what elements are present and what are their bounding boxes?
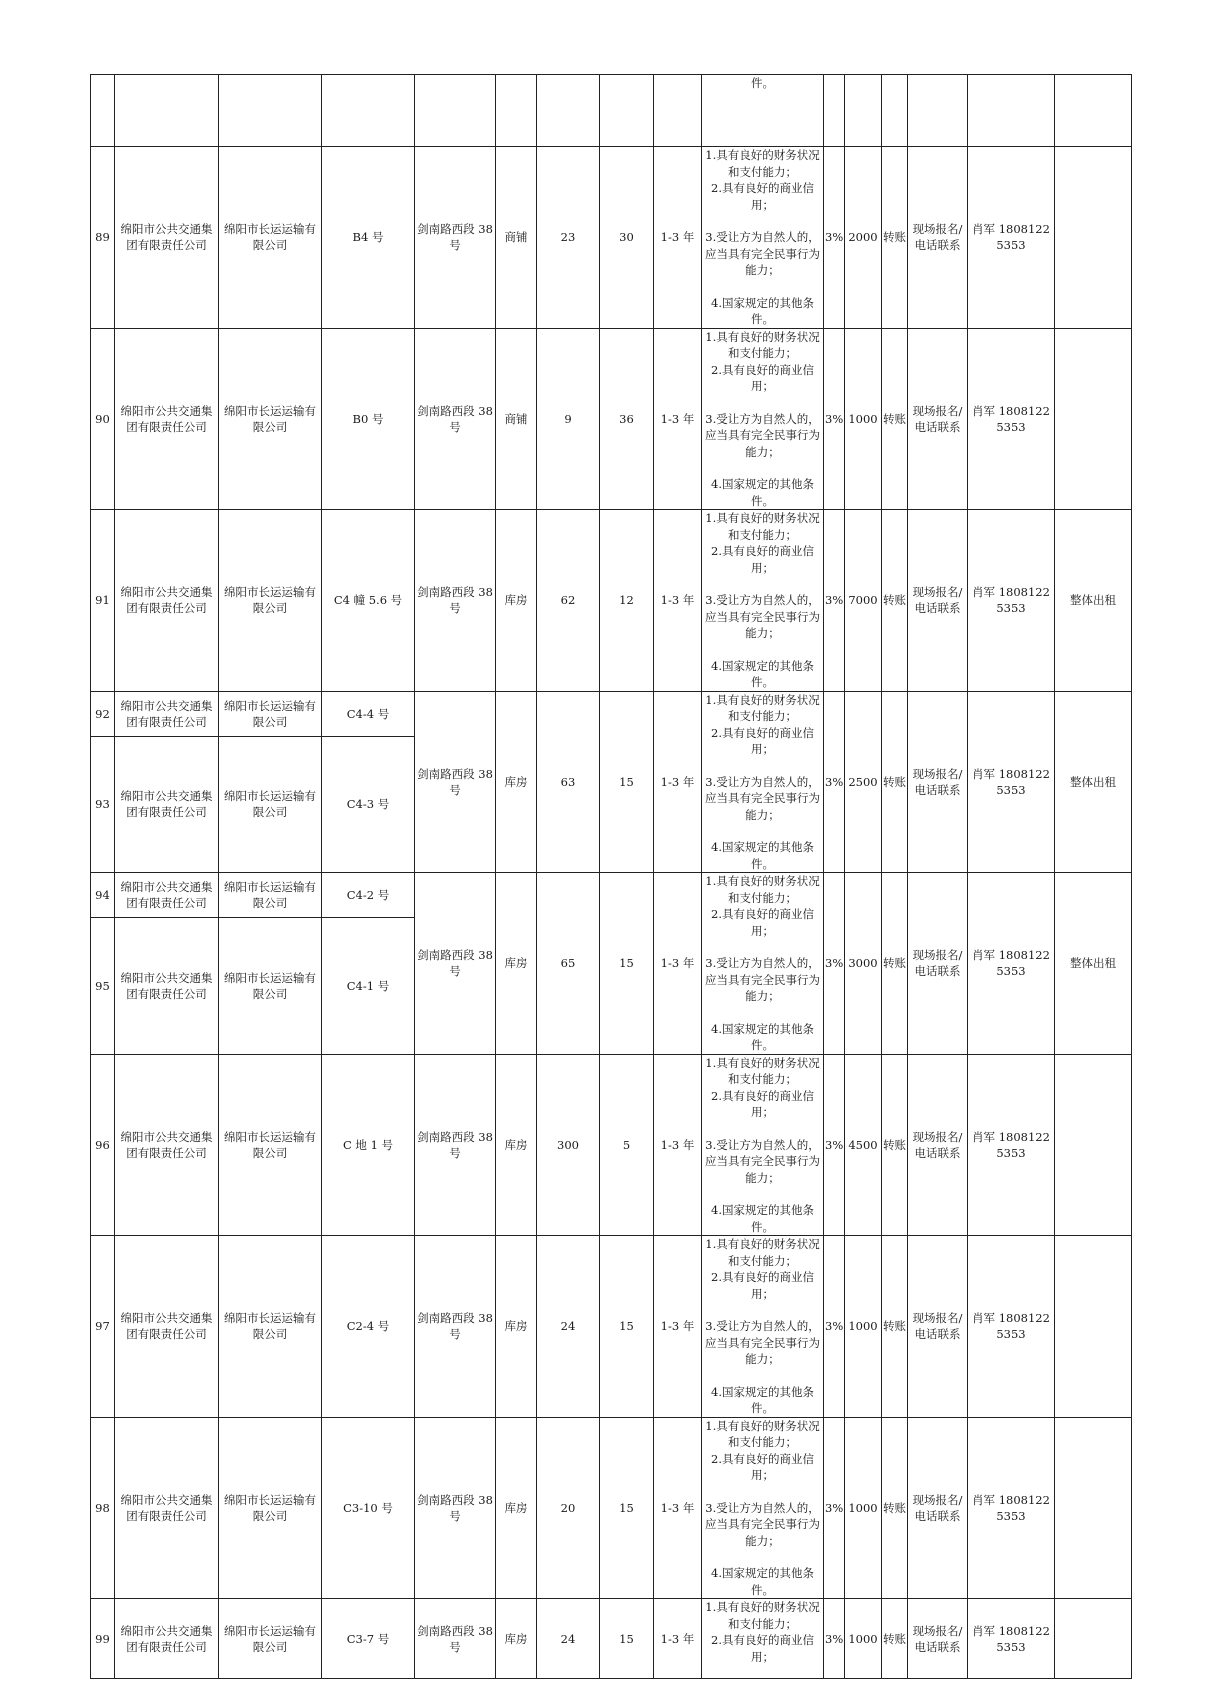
usage: 商铺 (496, 147, 537, 329)
contact: 肖军 18081225353 (968, 510, 1055, 692)
table-row (91, 873, 1132, 918)
address: 剑南路西段 38 号 (415, 147, 496, 329)
contact: 肖军 18081225353 (968, 1417, 1055, 1599)
contact: 肖军 18081225353 (968, 1599, 1055, 1679)
cell-empty (654, 75, 702, 147)
table-row (91, 147, 1132, 329)
requirements-cell: 1.具有良好的财务状况和支付能力； 2.具有良好的商业信用； 3.受让方为自然人的，应当具有完全民事行为能力； 4.国家规定的其他条件。 (702, 1054, 824, 1236)
requirements-cell: 1.具有良好的财务状况和支付能力； 2.具有良好的商业信用； 3.受让方为自然人的，应当具有完全民事行为能力； 4.国家规定的其他条件。 (702, 1417, 824, 1599)
remarks (1055, 147, 1132, 329)
unit-number: B4 号 (322, 147, 415, 329)
increase-rate: 3% (824, 691, 845, 873)
cell-empty (882, 75, 908, 147)
usage: 库房 (496, 1417, 537, 1599)
remarks (1055, 328, 1132, 510)
usage: 库房 (496, 1599, 537, 1679)
remarks: 整体出租 (1055, 873, 1132, 1055)
lease-term: 1-3 年 (654, 1599, 702, 1679)
usage: 库房 (496, 1236, 537, 1418)
registration-method: 现场报名/电话联系 (908, 1417, 968, 1599)
cell-empty (908, 75, 968, 147)
cell-empty (496, 75, 537, 147)
group-company: 绵阳市公共交通集团有限责任公司 (115, 873, 219, 918)
requirements-cell: 1.具有良好的财务状况和支付能力； 2.具有良好的商业信用； 3.受让方为自然人的，应当具有完全民事行为能力； 4.国家规定的其他条件。 (702, 873, 824, 1055)
owner-company: 绵阳市长运运输有限公司 (219, 147, 322, 329)
contact: 肖军 18081225353 (968, 691, 1055, 873)
unit-price: 15 (600, 1236, 654, 1418)
group-company: 绵阳市公共交通集团有限责任公司 (115, 918, 219, 1054)
area: 24 (537, 1236, 600, 1418)
unit-price: 12 (600, 510, 654, 692)
deposit: 3000 (845, 873, 882, 1055)
unit-price: 30 (600, 147, 654, 329)
registration-method: 现场报名/电话联系 (908, 691, 968, 873)
requirements-cell: 1.具有良好的财务状况和支付能力； 2.具有良好的商业信用； (702, 1599, 824, 1679)
usage: 库房 (496, 1054, 537, 1236)
unit-number: C 地 1 号 (322, 1054, 415, 1236)
area: 62 (537, 510, 600, 692)
registration-method: 现场报名/电话联系 (908, 1599, 968, 1679)
address: 剑南路西段 38 号 (415, 1417, 496, 1599)
requirements-cell: 1.具有良好的财务状况和支付能力； 2.具有良好的商业信用； 3.受让方为自然人的，应当具有完全民事行为能力； 4.国家规定的其他条件。 (702, 1236, 824, 1418)
increase-rate: 3% (824, 873, 845, 1055)
table-row (91, 1599, 1132, 1679)
deposit: 1000 (845, 1417, 882, 1599)
deposit: 2500 (845, 691, 882, 873)
contact: 肖军 18081225353 (968, 147, 1055, 329)
table-row (91, 691, 1132, 736)
remarks: 整体出租 (1055, 510, 1132, 692)
payment-method: 转账 (882, 1236, 908, 1418)
cell-empty (1055, 75, 1132, 147)
lease-term: 1-3 年 (654, 1417, 702, 1599)
area: 63 (537, 691, 600, 873)
table-row (91, 1236, 1132, 1418)
payment-method: 转账 (882, 691, 908, 873)
property-listing-table (90, 74, 1132, 1679)
row-number: 90 (91, 328, 115, 510)
address: 剑南路西段 38 号 (415, 1236, 496, 1418)
registration-method: 现场报名/电话联系 (908, 1236, 968, 1418)
increase-rate: 3% (824, 1236, 845, 1418)
payment-method: 转账 (882, 147, 908, 329)
owner-company: 绵阳市长运运输有限公司 (219, 1054, 322, 1236)
group-company: 绵阳市公共交通集团有限责任公司 (115, 736, 219, 872)
group-company: 绵阳市公共交通集团有限责任公司 (115, 691, 219, 736)
unit-number: C4-1 号 (322, 918, 415, 1054)
requirements-cell: 1.具有良好的财务状况和支付能力； 2.具有良好的商业信用； 3.受让方为自然人的，应当具有完全民事行为能力； 4.国家规定的其他条件。 (702, 691, 824, 873)
unit-price: 15 (600, 691, 654, 873)
unit-number: C4-3 号 (322, 736, 415, 872)
row-number: 92 (91, 691, 115, 736)
increase-rate: 3% (824, 1599, 845, 1679)
owner-company: 绵阳市长运运输有限公司 (219, 918, 322, 1054)
area: 9 (537, 328, 600, 510)
payment-method: 转账 (882, 328, 908, 510)
remarks (1055, 1236, 1132, 1418)
row-number: 89 (91, 147, 115, 329)
unit-number: C3-10 号 (322, 1417, 415, 1599)
requirements-cell: 1.具有良好的财务状况和支付能力； 2.具有良好的商业信用； 3.受让方为自然人的，应当具有完全民事行为能力； 4.国家规定的其他条件。 (702, 510, 824, 692)
lease-term: 1-3 年 (654, 147, 702, 329)
registration-method: 现场报名/电话联系 (908, 328, 968, 510)
payment-method: 转账 (882, 1417, 908, 1599)
usage: 商铺 (496, 328, 537, 510)
address: 剑南路西段 38 号 (415, 1054, 496, 1236)
requirements-cell: 1.具有良好的财务状况和支付能力； 2.具有良好的商业信用； 3.受让方为自然人的，应当具有完全民事行为能力； 4.国家规定的其他条件。 (702, 147, 824, 329)
owner-company: 绵阳市长运运输有限公司 (219, 873, 322, 918)
unit-number: C4 幢 5.6 号 (322, 510, 415, 692)
payment-method: 转账 (882, 873, 908, 1055)
owner-company: 绵阳市长运运输有限公司 (219, 328, 322, 510)
row-number: 97 (91, 1236, 115, 1418)
area: 20 (537, 1417, 600, 1599)
increase-rate: 3% (824, 510, 845, 692)
area: 23 (537, 147, 600, 329)
usage: 库房 (496, 873, 537, 1055)
unit-number: C3-7 号 (322, 1599, 415, 1679)
cell-empty (845, 75, 882, 147)
address: 剑南路西段 38 号 (415, 691, 496, 873)
address: 剑南路西段 38 号 (415, 328, 496, 510)
deposit: 7000 (845, 510, 882, 692)
remarks (1055, 1417, 1132, 1599)
contact: 肖军 18081225353 (968, 873, 1055, 1055)
cell-empty (91, 75, 115, 147)
deposit: 1000 (845, 1236, 882, 1418)
cell-empty (219, 75, 322, 147)
lease-term: 1-3 年 (654, 691, 702, 873)
group-company: 绵阳市公共交通集团有限责任公司 (115, 328, 219, 510)
increase-rate: 3% (824, 147, 845, 329)
row-number: 95 (91, 918, 115, 1054)
registration-method: 现场报名/电话联系 (908, 873, 968, 1055)
unit-number: C4-2 号 (322, 873, 415, 918)
owner-company: 绵阳市长运运输有限公司 (219, 1236, 322, 1418)
remarks (1055, 1054, 1132, 1236)
payment-method: 转账 (882, 510, 908, 692)
table-row-continuation (91, 75, 1132, 147)
deposit: 1000 (845, 1599, 882, 1679)
cell-empty (537, 75, 600, 147)
unit-price: 36 (600, 328, 654, 510)
unit-price: 5 (600, 1054, 654, 1236)
unit-price: 15 (600, 1599, 654, 1679)
unit-price: 15 (600, 873, 654, 1055)
cell-empty (415, 75, 496, 147)
lease-term: 1-3 年 (654, 873, 702, 1055)
unit-number: C4-4 号 (322, 691, 415, 736)
increase-rate: 3% (824, 328, 845, 510)
owner-company: 绵阳市长运运输有限公司 (219, 510, 322, 692)
increase-rate: 3% (824, 1417, 845, 1599)
payment-method: 转账 (882, 1054, 908, 1236)
row-number: 98 (91, 1417, 115, 1599)
row-number: 94 (91, 873, 115, 918)
lease-term: 1-3 年 (654, 510, 702, 692)
contact: 肖军 18081225353 (968, 1054, 1055, 1236)
contact: 肖军 18081225353 (968, 1236, 1055, 1418)
deposit: 1000 (845, 328, 882, 510)
usage: 库房 (496, 510, 537, 692)
area: 24 (537, 1599, 600, 1679)
owner-company: 绵阳市长运运输有限公司 (219, 1599, 322, 1679)
address: 剑南路西段 38 号 (415, 510, 496, 692)
cell-empty (322, 75, 415, 147)
increase-rate: 3% (824, 1054, 845, 1236)
unit-number: B0 号 (322, 328, 415, 510)
group-company: 绵阳市公共交通集团有限责任公司 (115, 510, 219, 692)
address: 剑南路西段 38 号 (415, 1599, 496, 1679)
requirements-tail-cell: 件。 (702, 75, 824, 147)
area: 65 (537, 873, 600, 1055)
table-row (91, 328, 1132, 510)
group-company: 绵阳市公共交通集团有限责任公司 (115, 1417, 219, 1599)
cell-empty (968, 75, 1055, 147)
remarks: 整体出租 (1055, 691, 1132, 873)
table-row (91, 510, 1132, 692)
contact: 肖军 18081225353 (968, 328, 1055, 510)
cell-empty (824, 75, 845, 147)
table-row (91, 1417, 1132, 1599)
lease-term: 1-3 年 (654, 1236, 702, 1418)
row-number: 96 (91, 1054, 115, 1236)
lease-term: 1-3 年 (654, 1054, 702, 1236)
registration-method: 现场报名/电话联系 (908, 147, 968, 329)
unit-price: 15 (600, 1417, 654, 1599)
remarks (1055, 1599, 1132, 1679)
table-row (91, 1054, 1132, 1236)
cell-empty (115, 75, 219, 147)
deposit: 2000 (845, 147, 882, 329)
group-company: 绵阳市公共交通集团有限责任公司 (115, 1054, 219, 1236)
group-company: 绵阳市公共交通集团有限责任公司 (115, 1236, 219, 1418)
registration-method: 现场报名/电话联系 (908, 510, 968, 692)
row-number: 91 (91, 510, 115, 692)
row-number: 93 (91, 736, 115, 872)
owner-company: 绵阳市长运运输有限公司 (219, 1417, 322, 1599)
deposit: 4500 (845, 1054, 882, 1236)
unit-number: C2-4 号 (322, 1236, 415, 1418)
lease-term: 1-3 年 (654, 328, 702, 510)
group-company: 绵阳市公共交通集团有限责任公司 (115, 147, 219, 329)
row-number: 99 (91, 1599, 115, 1679)
usage: 库房 (496, 691, 537, 873)
owner-company: 绵阳市长运运输有限公司 (219, 691, 322, 736)
registration-method: 现场报名/电话联系 (908, 1054, 968, 1236)
address: 剑南路西段 38 号 (415, 873, 496, 1055)
requirements-cell: 1.具有良好的财务状况和支付能力； 2.具有良好的商业信用； 3.受让方为自然人的，应当具有完全民事行为能力； 4.国家规定的其他条件。 (702, 328, 824, 510)
group-company: 绵阳市公共交通集团有限责任公司 (115, 1599, 219, 1679)
payment-method: 转账 (882, 1599, 908, 1679)
area: 300 (537, 1054, 600, 1236)
cell-empty (600, 75, 654, 147)
owner-company: 绵阳市长运运输有限公司 (219, 736, 322, 872)
